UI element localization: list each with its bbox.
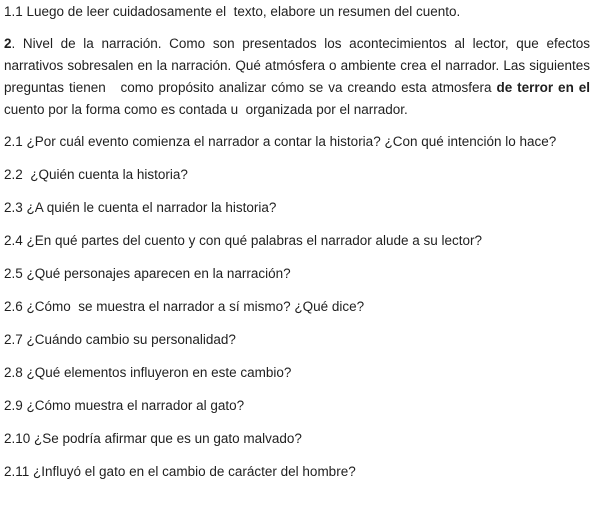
paragraph-line	[4, 77, 590, 99]
question-item: 2.3 ¿A quién le cuenta el narrador la historia?	[4, 200, 277, 215]
bold-text-run: de terror en el	[496, 80, 590, 95]
text-run: preguntas tienen como propósito analizar cómo se va creando esta atmosfera	[4, 80, 497, 95]
paragraph-line	[4, 55, 590, 77]
question-item: 2.8 ¿Qué elementos influyeron en este cambio?	[4, 365, 292, 380]
question-item: 2.1 ¿Por cuál evento comienza el narrador a contar la historia? ¿Con qué intención lo hace?	[4, 134, 557, 149]
question-item: 2.11 ¿Influyó el gato en el cambio de carácter del hombre?	[4, 464, 356, 479]
paragraph-line	[4, 33, 590, 55]
text-run: narrativos sobresalen en la narración. Qué atmósfera o ambiente crea el narrador. Las siguientes	[4, 58, 590, 73]
questions-list	[4, 131, 590, 483]
bold-text-run: 2	[4, 36, 12, 51]
text-run: . Nivel de la narración. Como son presentados los acontecimientos al lector, que efectos	[11, 36, 590, 51]
section-2-paragraph	[4, 33, 590, 121]
paragraph-line	[4, 99, 590, 121]
question-item: 2.9 ¿Cómo muestra el narrador al gato?	[4, 398, 245, 413]
instruction-line-1-1: 1.1 Luego de leer cuidadosamente el texto, elabore un resumen del cuento.	[4, 4, 461, 19]
question-item: 2.10 ¿Se podría afirmar que es un gato malvado?	[4, 431, 302, 446]
question-item: 2.7 ¿Cuándo cambio su personalidad?	[4, 332, 236, 347]
question-item: 2.2 ¿Quién cuenta la historia?	[4, 167, 188, 182]
question-item: 2.5 ¿Qué personajes aparecen en la narración?	[4, 266, 291, 281]
question-item: 2.6 ¿Cómo se muestra el narrador a sí mismo? ¿Qué dice?	[4, 299, 365, 314]
question-item: 2.4 ¿En qué partes del cuento y con qué palabras el narrador alude a su lector?	[4, 233, 483, 248]
text-run: cuento por la forma como es contada u organizada por el narrador.	[4, 102, 408, 117]
